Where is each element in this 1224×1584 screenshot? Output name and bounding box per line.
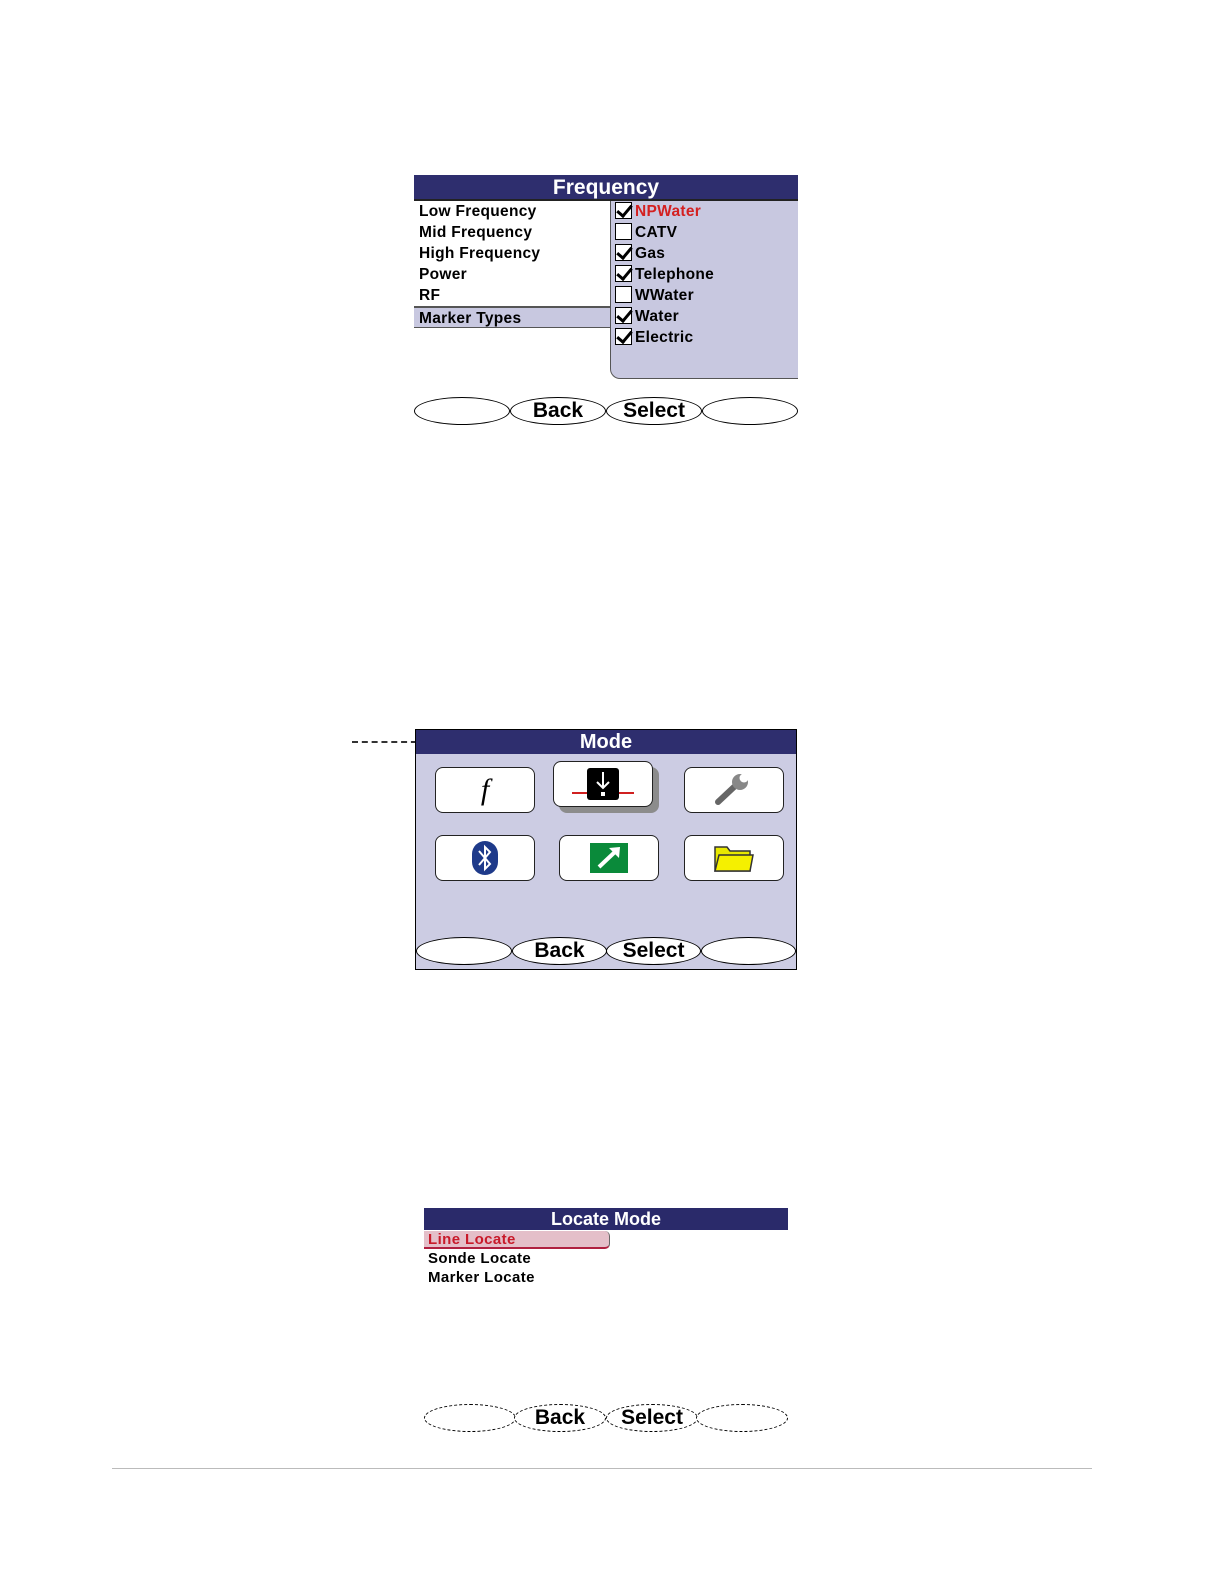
frequency-screen bbox=[414, 175, 798, 430]
checkbox-checked-icon[interactable] bbox=[615, 265, 632, 282]
export-arrow-icon bbox=[589, 842, 629, 874]
checkbox-unchecked-icon[interactable] bbox=[615, 223, 632, 240]
locate-icon bbox=[568, 766, 638, 802]
back-button[interactable]: Back bbox=[512, 937, 607, 965]
svg-text:f: f bbox=[480, 773, 490, 806]
mode-softkeys bbox=[416, 937, 796, 967]
locate-mode-screen bbox=[424, 1208, 788, 1433]
frequency-menu bbox=[414, 201, 610, 377]
marker-type-label: Water bbox=[635, 308, 679, 325]
back-button[interactable]: Back bbox=[514, 1404, 606, 1432]
select-button[interactable]: Select bbox=[606, 1404, 698, 1432]
menu-item-mid-frequency[interactable]: Mid Frequency bbox=[419, 224, 533, 241]
marker-type-label: Telephone bbox=[635, 266, 715, 283]
menu-item-marker-locate[interactable]: Marker Locate bbox=[428, 1269, 535, 1286]
select-button[interactable]: Select bbox=[606, 937, 701, 965]
marker-type-catv[interactable] bbox=[615, 222, 677, 243]
export-mode-button[interactable] bbox=[559, 835, 659, 881]
marker-type-wwater[interactable] bbox=[615, 285, 694, 306]
marker-types-panel bbox=[610, 201, 798, 379]
folder-icon bbox=[712, 842, 756, 874]
menu-item-high-frequency[interactable]: High Frequency bbox=[419, 245, 541, 262]
frequency-title: Frequency bbox=[414, 175, 798, 201]
mode-screen bbox=[415, 729, 797, 970]
back-button[interactable]: Back bbox=[510, 397, 606, 425]
menu-item-low-frequency[interactable]: Low Frequency bbox=[419, 203, 537, 220]
wrench-icon bbox=[712, 773, 756, 807]
marker-type-water[interactable] bbox=[615, 306, 679, 327]
files-mode-button[interactable] bbox=[684, 835, 784, 881]
footer-divider bbox=[112, 1468, 1092, 1469]
checkbox-checked-icon[interactable] bbox=[615, 328, 632, 345]
checkbox-checked-icon[interactable] bbox=[615, 202, 632, 219]
mode-title: Mode bbox=[416, 730, 796, 754]
marker-type-label: Electric bbox=[635, 329, 694, 346]
locate-mode-title: Locate Mode bbox=[424, 1208, 788, 1230]
bluetooth-mode-button[interactable] bbox=[435, 835, 535, 881]
softkey-4[interactable] bbox=[701, 937, 796, 965]
checkbox-unchecked-icon[interactable] bbox=[615, 286, 632, 303]
select-button[interactable]: Select bbox=[606, 397, 702, 425]
marker-type-telephone[interactable] bbox=[615, 264, 714, 285]
frequency-softkeys bbox=[414, 397, 798, 427]
softkey-1[interactable] bbox=[416, 937, 512, 965]
menu-item-rf[interactable]: RF bbox=[419, 287, 441, 304]
locate-mode-button[interactable] bbox=[553, 761, 653, 807]
menu-item-marker-types[interactable]: Marker Types bbox=[414, 307, 610, 328]
locate-softkeys bbox=[424, 1404, 788, 1432]
checkbox-checked-icon[interactable] bbox=[615, 244, 632, 261]
bluetooth-icon bbox=[470, 840, 500, 876]
marker-type-label: WWater bbox=[635, 287, 694, 304]
marker-type-label: NPWater bbox=[635, 203, 702, 220]
settings-mode-button[interactable] bbox=[684, 767, 784, 813]
marker-type-electric[interactable] bbox=[615, 327, 693, 348]
softkey-1[interactable] bbox=[424, 1404, 516, 1432]
checkbox-checked-icon[interactable] bbox=[615, 307, 632, 324]
marker-type-gas[interactable] bbox=[615, 243, 665, 264]
marker-type-label: CATV bbox=[635, 224, 678, 241]
frequency-mode-button[interactable] bbox=[435, 767, 535, 813]
marker-type-npwater[interactable] bbox=[615, 201, 701, 222]
menu-item-sonde-locate[interactable]: Sonde Locate bbox=[428, 1250, 532, 1267]
softkey-1[interactable] bbox=[414, 397, 510, 425]
menu-item-line-locate[interactable]: Line Locate bbox=[424, 1231, 610, 1249]
frequency-icon bbox=[470, 773, 500, 807]
marker-type-label: Gas bbox=[635, 245, 666, 262]
softkey-4[interactable] bbox=[696, 1404, 788, 1432]
menu-item-power[interactable]: Power bbox=[419, 266, 468, 283]
softkey-4[interactable] bbox=[702, 397, 798, 425]
